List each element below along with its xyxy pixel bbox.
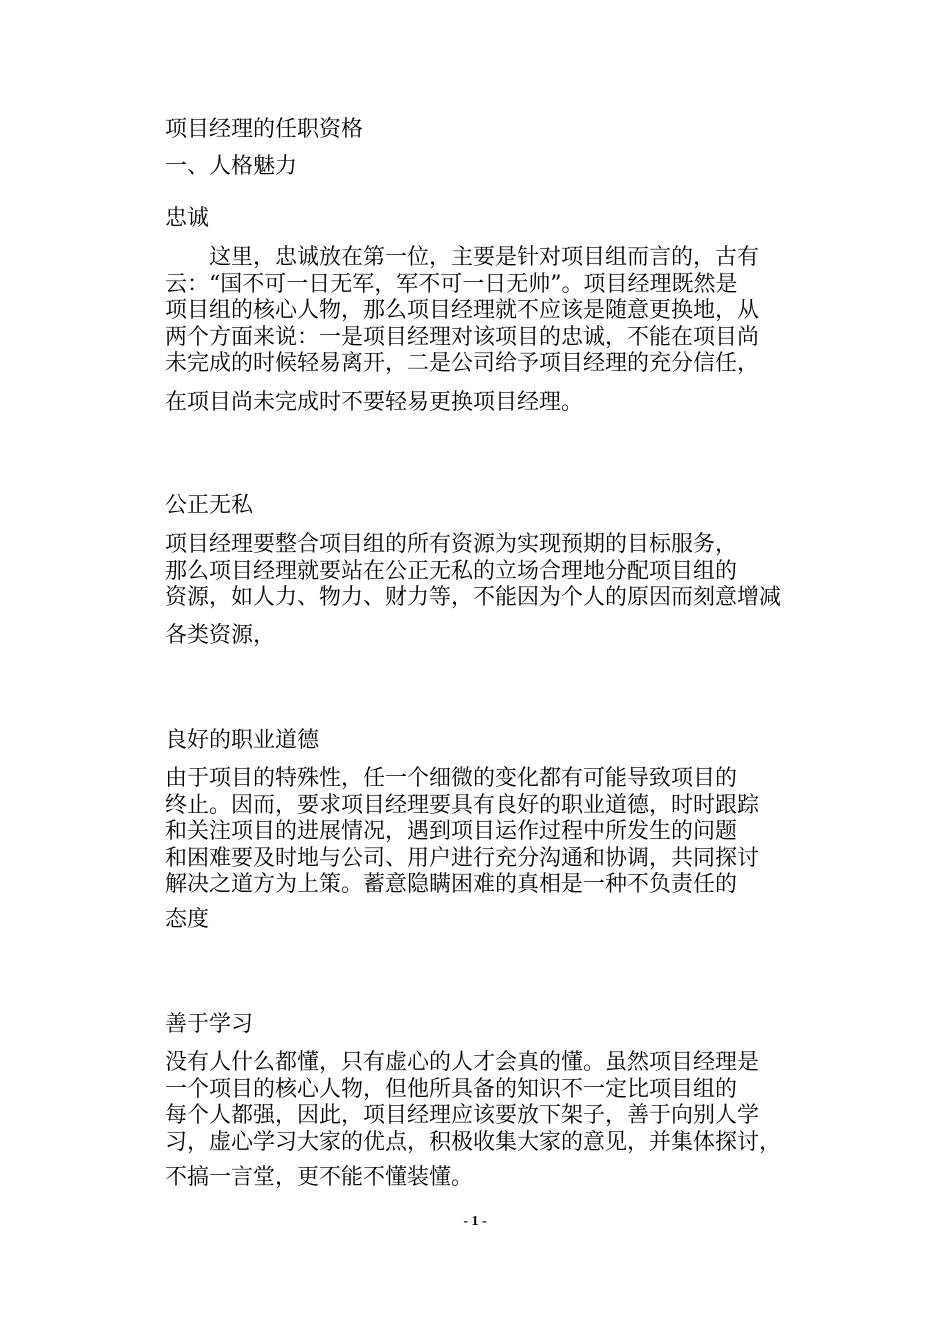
paragraph-line: 没有人什么都懂，只有虚心的人才会真的懂。虽然项目经理是 [165, 1050, 760, 1075]
paragraph-line: 和困难要及时地与公司、用户进行充分沟通和协调，共同探讨 [165, 845, 760, 871]
subheading-loyalty: 忠诚 [165, 206, 210, 231]
paragraph-line: 那么项目经理就要站在公正无私的立场合理地分配项目组的 [165, 558, 738, 584]
paragraph-line: 云：“国不可一日无军，军不可一日无帅”。项目经理既然是 [165, 271, 738, 297]
paragraph-line: 每个人都强，因此，项目经理应该要放下架子，善于向别人学 [165, 1103, 760, 1129]
paragraph-line: 资源，如人力、物力、财力等，不能因为个人的原因而刻意增减 [165, 585, 782, 611]
paragraph-line: 两个方面来说：一是项目经理对该项目的忠诚，不能在项目尚 [165, 324, 760, 350]
paragraph-line: 终止。因而，要求项目经理要具有良好的职业道德，时时跟踪 [165, 792, 760, 818]
subheading-impartiality: 公正无私 [165, 493, 254, 518]
paragraph-line: 未完成的时候轻易离开，二是公司给予项目经理的充分信任， [165, 351, 760, 377]
page-number: - 1 - [463, 1214, 487, 1229]
paragraph-tail-line: 态度 [165, 907, 210, 932]
paragraph-line: 由于项目的特殊性，任一个细微的变化都有可能导致项目的 [165, 766, 738, 791]
paragraph-line: 这里，忠诚放在第一位，主要是针对项目组而言的，古有 [209, 245, 760, 270]
paragraph-tail-line: 不搞一言堂，更不能不懂装懂。 [165, 1165, 474, 1190]
subheading-learning: 善于学习 [165, 1012, 254, 1037]
subheading-professional-ethics: 良好的职业道德 [165, 728, 320, 753]
paragraph-line: 项目经理要整合项目组的所有资源为实现预期的目标服务， [165, 532, 738, 557]
paragraph-line: 习，虚心学习大家的优点，积极收集大家的意见，并集体探讨， [165, 1129, 782, 1155]
section-heading: 一、人格魅力 [165, 154, 298, 179]
paragraph-line: 一个项目的核心人物，但他所具备的知识不一定比项目组的 [165, 1076, 738, 1102]
paragraph-tail-line: 在项目尚未完成时不要轻易更换项目经理。 [165, 390, 584, 415]
paragraph-loyalty [165, 245, 800, 378]
paragraph-line: 解决之道方为上策。蓄意隐瞒困难的真相是一种不负责任的 [165, 872, 738, 898]
paragraph-learning [165, 1050, 800, 1156]
paragraph-line: 项目组的核心人物，那么项目经理就不应该是随意更换地，从 [165, 298, 760, 324]
document-title: 项目经理的任职资格 [165, 117, 364, 142]
paragraph-professional-ethics [165, 766, 800, 899]
paragraph-tail-line: 各类资源， [165, 623, 276, 648]
paragraph-line: 和关注项目的进展情况，遇到项目运作过程中所发生的问题 [165, 819, 738, 845]
paragraph-impartiality [165, 532, 800, 612]
